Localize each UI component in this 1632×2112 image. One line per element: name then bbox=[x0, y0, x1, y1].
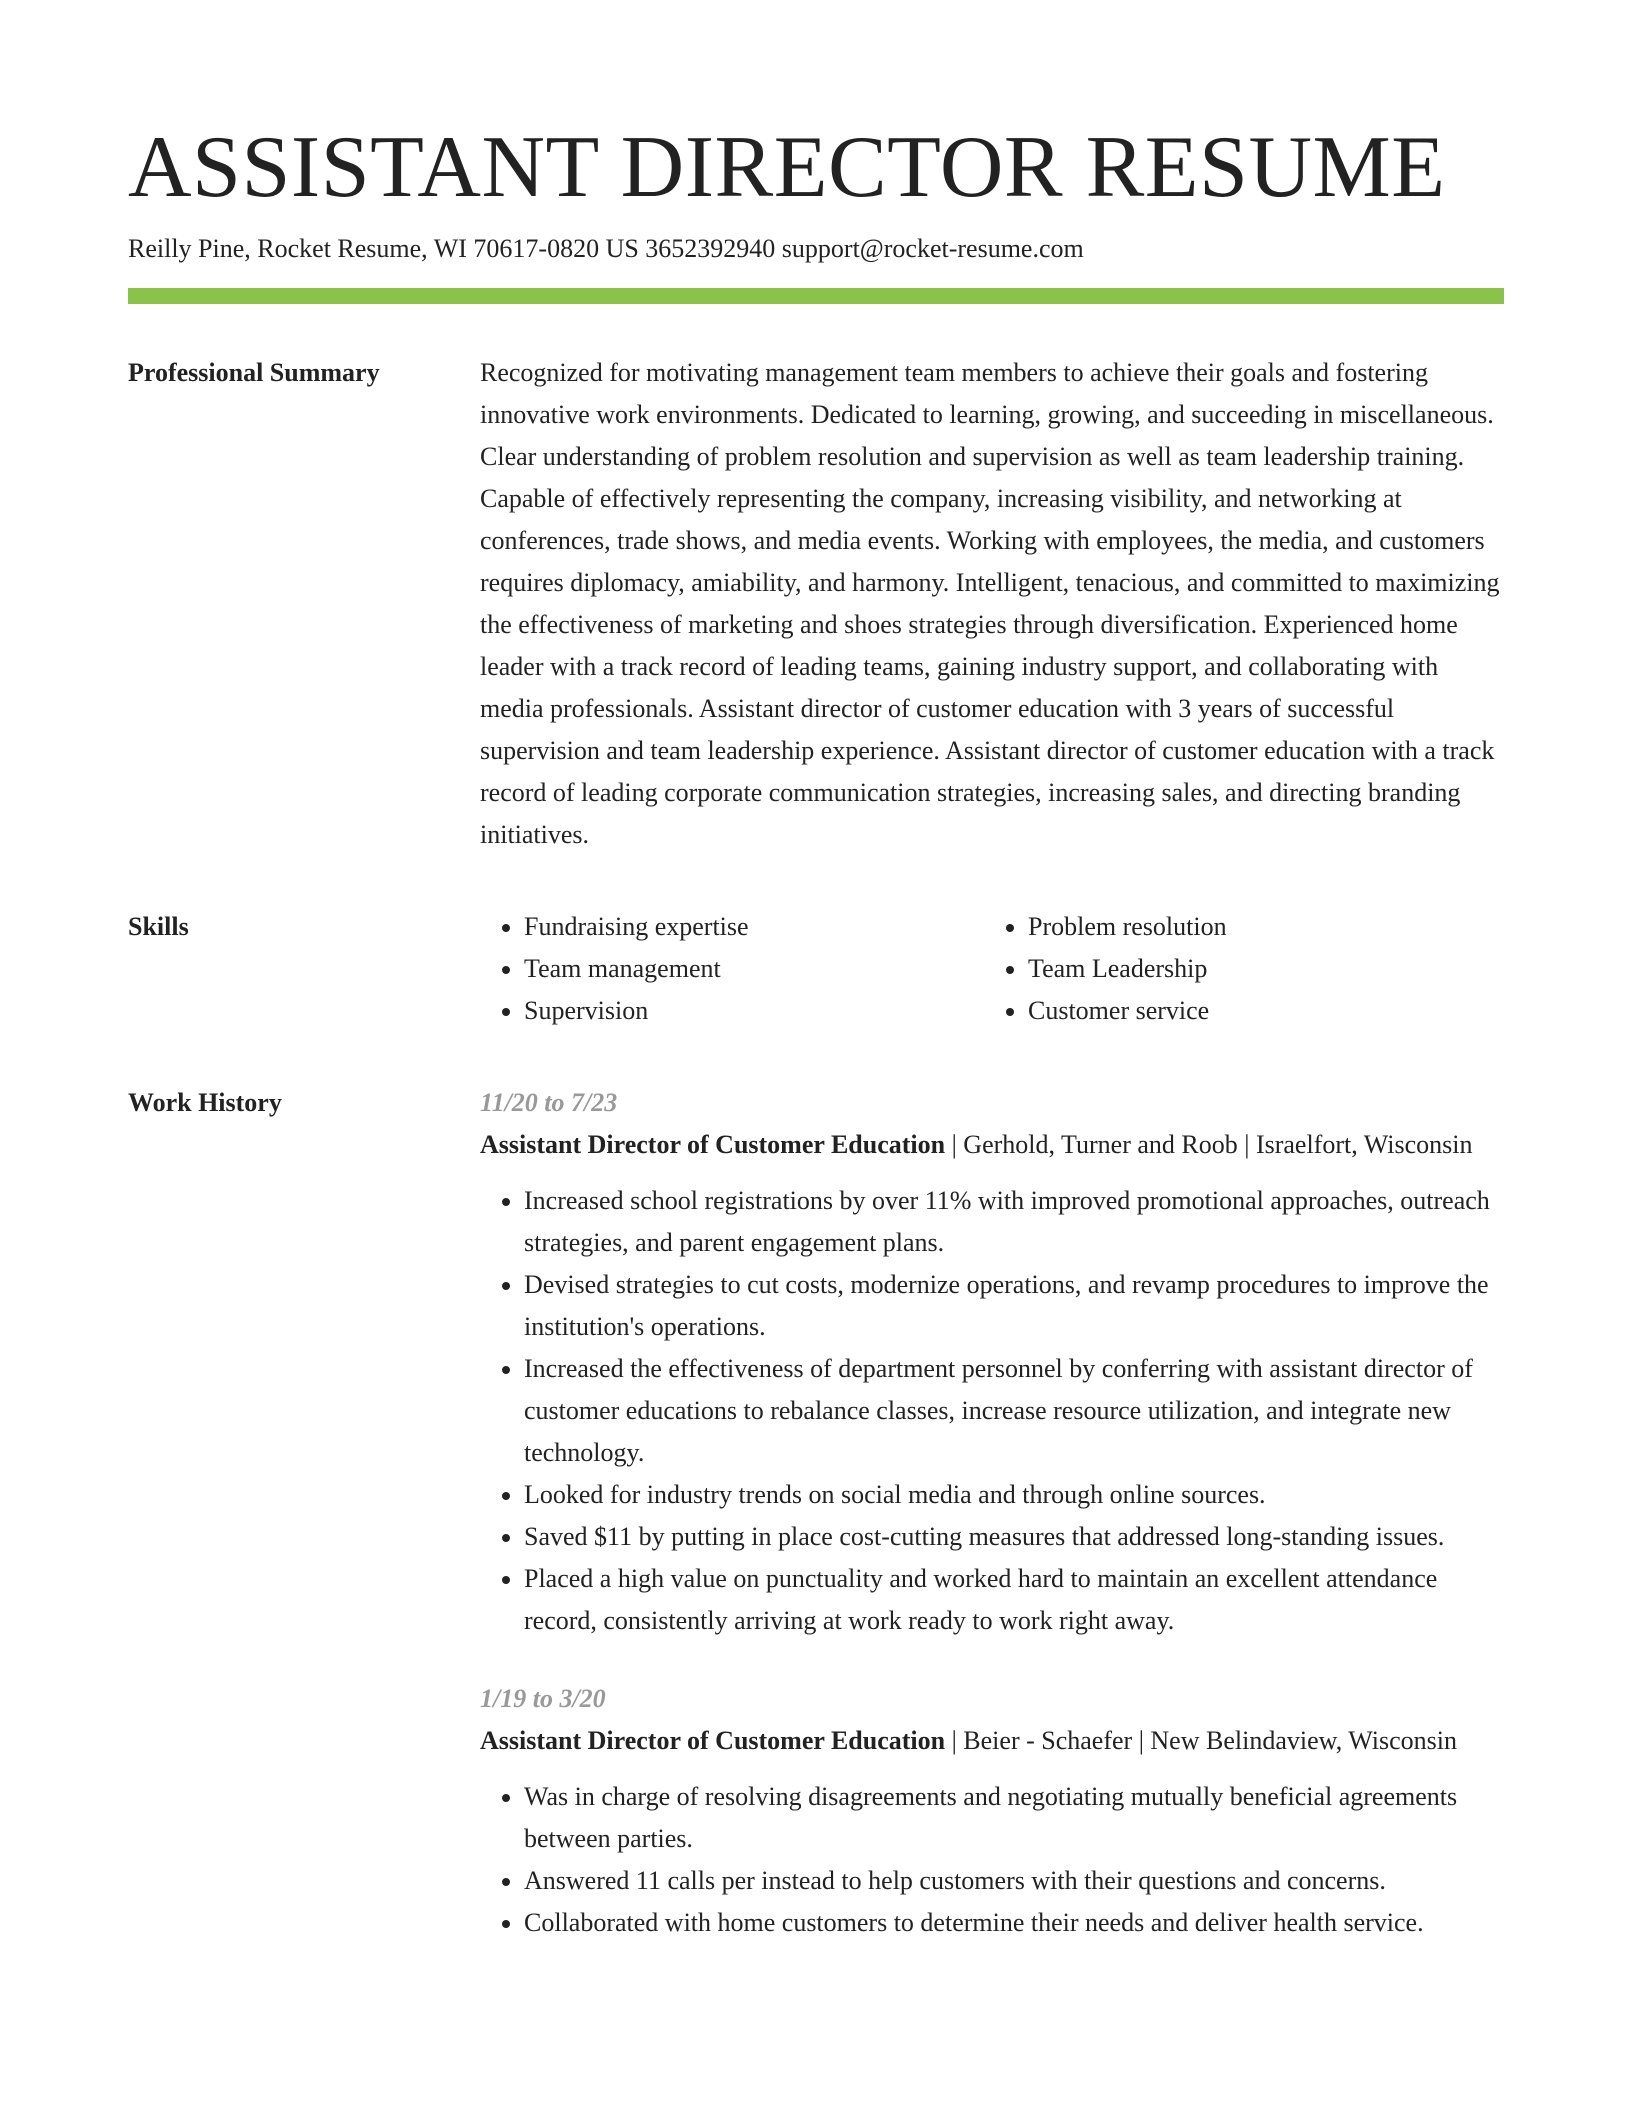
job-heading bbox=[480, 1124, 1504, 1166]
section-label-skills: Skills bbox=[128, 912, 189, 941]
section-work-history bbox=[128, 1082, 1504, 1944]
section-professional-summary bbox=[128, 352, 1504, 856]
skills-list-left bbox=[480, 906, 984, 1032]
job-title: Assistant Director of Customer Education bbox=[480, 1726, 946, 1755]
job-bullet-list bbox=[480, 1776, 1504, 1944]
job-title: Assistant Director of Customer Education bbox=[480, 1130, 946, 1159]
job-bullet: • Was in charge of resolving disagreements and negotiating mutually beneficial agreements between parties. bbox=[524, 1776, 1504, 1860]
resume-page bbox=[128, 0, 1504, 1944]
job-dates: 1/19 to 3/20 bbox=[480, 1684, 606, 1713]
job-entry bbox=[480, 1678, 1504, 1944]
job-heading bbox=[480, 1720, 1504, 1762]
work-history-body bbox=[480, 1082, 1504, 1944]
job-bullet: • Looked for industry trends on social media and through online sources. bbox=[524, 1474, 1504, 1516]
job-bullet: • Placed a high value on punctuality and worked hard to maintain an excellent attendance record, consistently arriving at work ready to work right away. bbox=[524, 1558, 1504, 1642]
job-bullet: • Increased the effectiveness of department personnel by conferring with assistant director of customer educations to rebalance classes, increase resource utilization, and integrate new technology. bbox=[524, 1348, 1504, 1474]
job-company-location: | Beier - Schaefer | New Belindaview, Wisconsin bbox=[945, 1726, 1457, 1755]
skills-list-right bbox=[984, 906, 1488, 1032]
skills-grid bbox=[480, 906, 1504, 1032]
job-bullet: • Devised strategies to cut costs, modernize operations, and revamp procedures to improve the institution's operations. bbox=[524, 1264, 1504, 1348]
job-dates: 11/20 to 7/23 bbox=[480, 1088, 618, 1117]
job-bullet: • Saved $11 by putting in place cost-cutting measures that addressed long-standing issues. bbox=[524, 1516, 1504, 1558]
skill-item: • Team management bbox=[524, 948, 984, 990]
skill-item: • Problem resolution bbox=[1028, 906, 1488, 948]
skills-body bbox=[480, 906, 1504, 1032]
skill-item: • Fundraising expertise bbox=[524, 906, 984, 948]
job-bullet: • Collaborated with home customers to determine their needs and deliver health service. bbox=[524, 1902, 1504, 1944]
job-company-location: | Gerhold, Turner and Roob | Israelfort, Wisconsin bbox=[945, 1130, 1473, 1159]
summary-body bbox=[480, 352, 1504, 856]
section-label-summary: Professional Summary bbox=[128, 358, 380, 387]
job-entry bbox=[480, 1082, 1504, 1642]
job-bullet: • Increased school registrations by over 11% with improved promotional approaches, outreach strategies, and parent engagement plans. bbox=[524, 1180, 1504, 1264]
section-skills bbox=[128, 906, 1504, 1032]
accent-divider bbox=[128, 288, 1504, 304]
job-bullet: • Answered 11 calls per instead to help customers with their questions and concerns. bbox=[524, 1860, 1504, 1902]
job-bullet-list bbox=[480, 1180, 1504, 1642]
skill-item: • Supervision bbox=[524, 990, 984, 1032]
summary-text: Recognized for motivating management team members to achieve their goals and fostering innovative work environments. Dedicated to learning, growing, and succeeding in miscellaneous. Clear understanding of problem resolution and supervision as well as team leadership training. Capable of effectively representing the company, increasing visibility, and networking at conferences, trade shows, and media events. Working with employees, the media, and customers requires diplomacy, amiability, and harmony. Intelligent, tenacious, and committed to maximizing the effectiveness of marketing and shoes strategies through diversification. Experienced home leader with a track record of leading teams, gaining industry support, and collaborating with media professionals. Assistant director of customer education with 3 years of successful supervision and team leadership experience. Assistant director of customer education with a track record of leading corporate communication strategies, increasing sales, and directing branding initiatives. bbox=[480, 358, 1500, 849]
section-label-work-history: Work History bbox=[128, 1088, 282, 1117]
skill-item: • Team Leadership bbox=[1028, 948, 1488, 990]
contact-line: Reilly Pine, Rocket Resume, WI 70617-0820 US 3652392940 support@rocket-resume.com bbox=[128, 234, 1084, 263]
resume-title: ASSISTANT DIRECTOR RESUME bbox=[128, 119, 1446, 216]
skill-item: • Customer service bbox=[1028, 990, 1488, 1032]
